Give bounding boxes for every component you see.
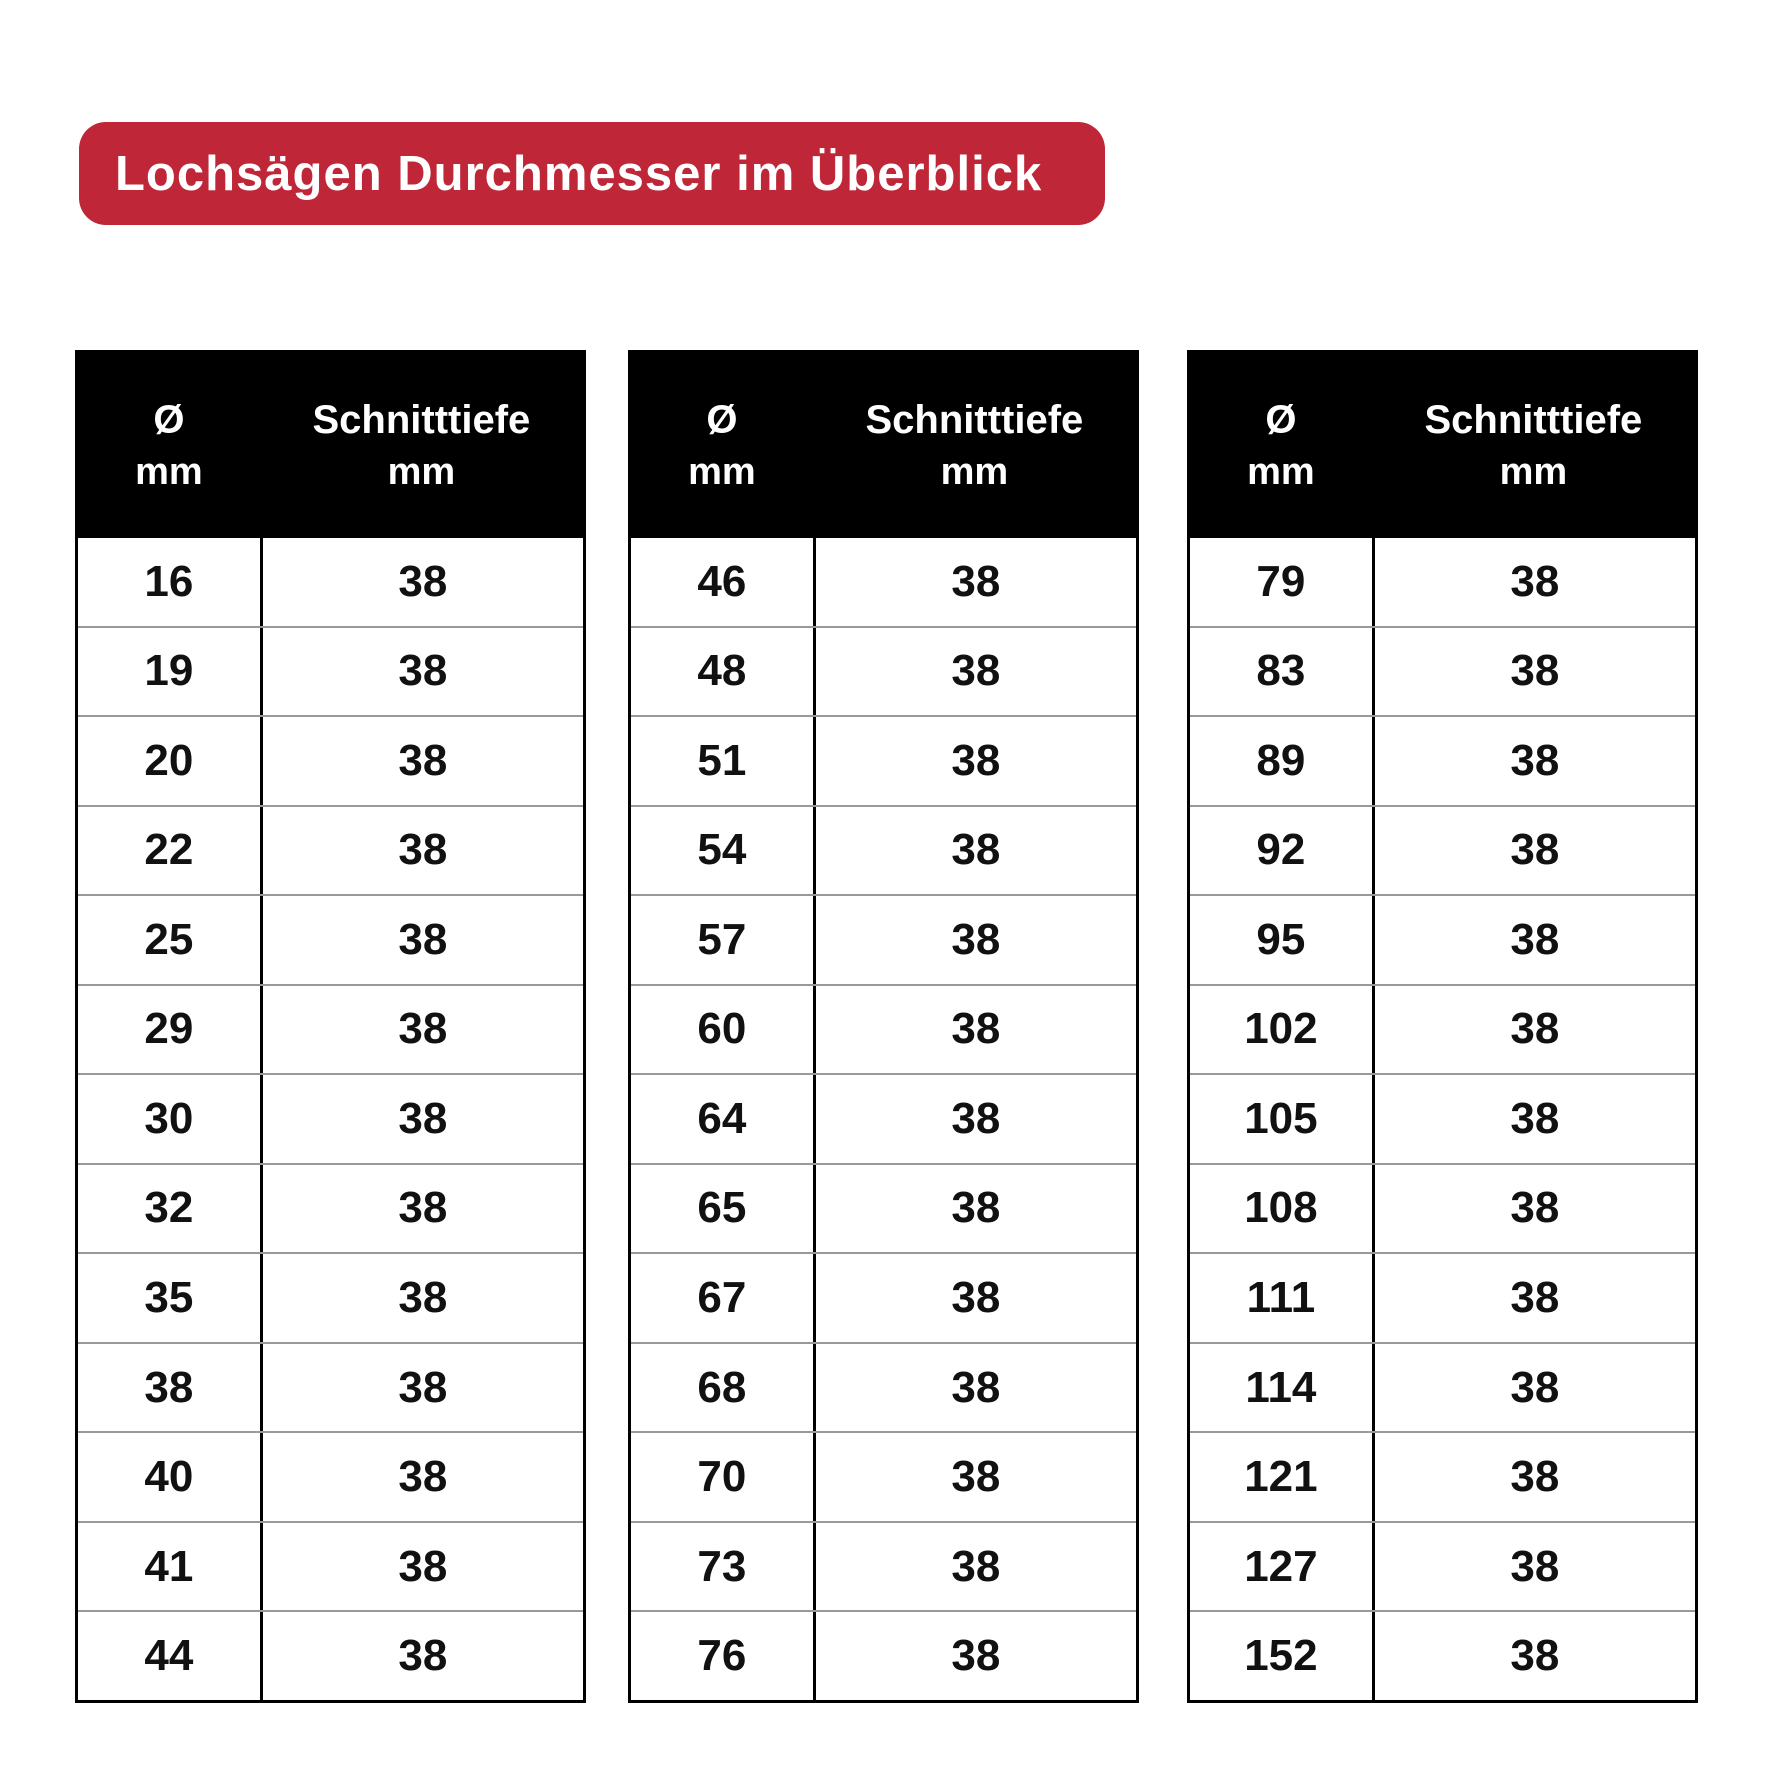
- cutting-depth-cell: 38: [1372, 986, 1695, 1074]
- diameter-cell: 89: [1256, 735, 1306, 785]
- table-row: [78, 538, 583, 626]
- table-row: [78, 1073, 583, 1163]
- cutting-depth-cell: 38: [1372, 538, 1695, 626]
- table-body: [1190, 538, 1695, 1700]
- cutting-depth-cell: 38: [1372, 1165, 1695, 1253]
- table-row: [1190, 626, 1695, 716]
- hole-saw-table-2: [628, 350, 1139, 1703]
- table-body: [631, 538, 1136, 1700]
- cutting-depth-cell: 38: [1372, 807, 1695, 895]
- cutting-depth-cell: 38: [260, 807, 583, 895]
- diameter-unit: mm: [1247, 450, 1315, 493]
- diameter-cell: 102: [1244, 1004, 1318, 1054]
- diameter-cell: 76: [697, 1631, 747, 1681]
- cutting-depth-cell: 38: [1372, 628, 1695, 716]
- diameter-cell: 41: [144, 1541, 194, 1591]
- cutting-depth-cell: 38: [260, 1344, 583, 1432]
- table-row: [78, 1431, 583, 1521]
- table-row: [631, 1431, 1136, 1521]
- diameter-cell: 65: [697, 1183, 747, 1233]
- diameter-cell: 73: [697, 1541, 747, 1591]
- diameter-unit: mm: [135, 450, 203, 493]
- cutting-depth-unit: mm: [1499, 450, 1568, 493]
- table-row: [78, 805, 583, 895]
- table-row: [1190, 1163, 1695, 1253]
- diameter-cell: 95: [1256, 914, 1306, 964]
- cutting-depth-cell: 38: [1372, 896, 1695, 984]
- table-row: [78, 1610, 583, 1700]
- table-row: [631, 1252, 1136, 1342]
- cutting-depth-cell: 38: [260, 1075, 583, 1163]
- cutting-depth-cell: 38: [1372, 1612, 1695, 1700]
- table-row: [1190, 1521, 1695, 1611]
- cutting-depth-cell: 38: [813, 717, 1136, 805]
- table-row: [78, 626, 583, 716]
- diameter-cell: 40: [144, 1452, 194, 1502]
- table-row: [78, 1521, 583, 1611]
- diameter-cell: 108: [1244, 1183, 1318, 1233]
- cutting-depth-cell: 38: [1372, 1523, 1695, 1611]
- cutting-depth-cell: 38: [260, 717, 583, 805]
- diameter-cell: 19: [144, 646, 194, 696]
- cutting-depth-cell: 38: [813, 1075, 1136, 1163]
- table-row: [1190, 1073, 1695, 1163]
- diameter-cell: 127: [1244, 1541, 1318, 1591]
- cutting-depth-cell: 38: [260, 1165, 583, 1253]
- diameter-cell: 68: [697, 1362, 747, 1412]
- cutting-depth-cell: 38: [813, 1433, 1136, 1521]
- cutting-depth-cell: 38: [1372, 1433, 1695, 1521]
- cutting-depth-cell: 38: [260, 538, 583, 626]
- diameter-cell: 67: [697, 1273, 747, 1323]
- table-row: [78, 1342, 583, 1432]
- cutting-depth-cell: 38: [813, 538, 1136, 626]
- cutting-depth-cell: 38: [260, 986, 583, 1074]
- table-row: [631, 1163, 1136, 1253]
- table-row: [1190, 715, 1695, 805]
- table-row: [631, 1073, 1136, 1163]
- table-row: [1190, 1610, 1695, 1700]
- cutting-depth-cell: 38: [1372, 1254, 1695, 1342]
- table-row: [1190, 984, 1695, 1074]
- table-row: [631, 1610, 1136, 1700]
- table-row: [631, 984, 1136, 1074]
- table-row: [631, 538, 1136, 626]
- hole-saw-table-3: [1187, 350, 1698, 1703]
- diameter-cell: 20: [144, 735, 194, 785]
- cutting-depth-cell: 38: [813, 986, 1136, 1074]
- diameter-symbol: Ø: [1265, 398, 1297, 443]
- table-row: [78, 894, 583, 984]
- cutting-depth-cell: 38: [813, 1165, 1136, 1253]
- diameter-cell: 29: [144, 1004, 194, 1054]
- diameter-cell: 79: [1256, 556, 1306, 606]
- table-row: [631, 894, 1136, 984]
- diameter-cell: 114: [1245, 1362, 1317, 1412]
- diameter-cell: 35: [144, 1273, 194, 1323]
- diameter-cell: 32: [144, 1183, 194, 1233]
- table-row: [1190, 1431, 1695, 1521]
- diameter-cell: 92: [1256, 825, 1306, 875]
- diameter-cell: 30: [144, 1093, 194, 1143]
- table-row: [78, 715, 583, 805]
- col-header-diameter: [78, 353, 260, 538]
- diameter-cell: 57: [697, 914, 747, 964]
- diameter-cell: 44: [144, 1631, 194, 1681]
- col-header-cutting-depth: [1372, 353, 1695, 538]
- cutting-depth-cell: 38: [260, 1523, 583, 1611]
- table-row: [1190, 1252, 1695, 1342]
- cutting-depth-cell: 38: [813, 896, 1136, 984]
- col-header-cutting-depth: [260, 353, 583, 538]
- table-header: [78, 353, 583, 538]
- col-header-cutting-depth: [813, 353, 1136, 538]
- table-row: [631, 626, 1136, 716]
- cutting-depth-label: Schnitttiefe: [865, 398, 1084, 443]
- diameter-cell: 38: [144, 1362, 194, 1412]
- table-row: [78, 1252, 583, 1342]
- diameter-cell: 70: [697, 1452, 747, 1502]
- cutting-depth-cell: 38: [813, 1254, 1136, 1342]
- cutting-depth-cell: 38: [813, 1612, 1136, 1700]
- diameter-cell: 46: [697, 556, 747, 606]
- diameter-cell: 105: [1244, 1093, 1318, 1143]
- diameter-cell: 60: [697, 1004, 747, 1054]
- cutting-depth-cell: 38: [813, 807, 1136, 895]
- table-row: [1190, 805, 1695, 895]
- cutting-depth-cell: 38: [1372, 1075, 1695, 1163]
- diameter-cell: 25: [144, 914, 194, 964]
- cutting-depth-unit: mm: [387, 450, 456, 493]
- table-row: [1190, 1342, 1695, 1432]
- table-row: [631, 1521, 1136, 1611]
- table-row: [631, 805, 1136, 895]
- diameter-cell: 51: [697, 735, 747, 785]
- diameter-cell: 22: [144, 825, 194, 875]
- diameter-cell: 121: [1244, 1452, 1318, 1502]
- cutting-depth-unit: mm: [940, 450, 1009, 493]
- diameter-cell: 83: [1256, 646, 1306, 696]
- diameter-cell: 48: [697, 646, 747, 696]
- cutting-depth-label: Schnitttiefe: [312, 398, 531, 443]
- table-row: [78, 1163, 583, 1253]
- hole-saw-table-1: [75, 350, 586, 1703]
- col-header-diameter: [631, 353, 813, 538]
- cutting-depth-cell: 38: [1372, 1344, 1695, 1432]
- cutting-depth-cell: 38: [260, 628, 583, 716]
- diameter-symbol: Ø: [706, 398, 738, 443]
- cutting-depth-cell: 38: [260, 896, 583, 984]
- table-row: [1190, 538, 1695, 626]
- diameter-cell: 16: [144, 556, 194, 606]
- page-title: Lochsägen Durchmesser im Überblick: [79, 122, 1105, 225]
- diameter-cell: 152: [1244, 1631, 1318, 1681]
- table-row: [1190, 894, 1695, 984]
- diameter-cell: 111: [1246, 1273, 1316, 1323]
- cutting-depth-label: Schnitttiefe: [1424, 398, 1643, 443]
- cutting-depth-cell: 38: [813, 1344, 1136, 1432]
- table-row: [631, 1342, 1136, 1432]
- table-row: [78, 984, 583, 1074]
- cutting-depth-cell: 38: [260, 1254, 583, 1342]
- cutting-depth-cell: 38: [260, 1612, 583, 1700]
- diameter-unit: mm: [688, 450, 756, 493]
- cutting-depth-cell: 38: [260, 1433, 583, 1521]
- cutting-depth-cell: 38: [1372, 717, 1695, 805]
- diameter-symbol: Ø: [153, 398, 185, 443]
- diameter-cell: 54: [697, 825, 747, 875]
- cutting-depth-cell: 38: [813, 1523, 1136, 1611]
- cutting-depth-cell: 38: [813, 628, 1136, 716]
- diameter-cell: 64: [697, 1093, 747, 1143]
- table-header: [631, 353, 1136, 538]
- col-header-diameter: [1190, 353, 1372, 538]
- table-body: [78, 538, 583, 1700]
- table-row: [631, 715, 1136, 805]
- table-header: [1190, 353, 1695, 538]
